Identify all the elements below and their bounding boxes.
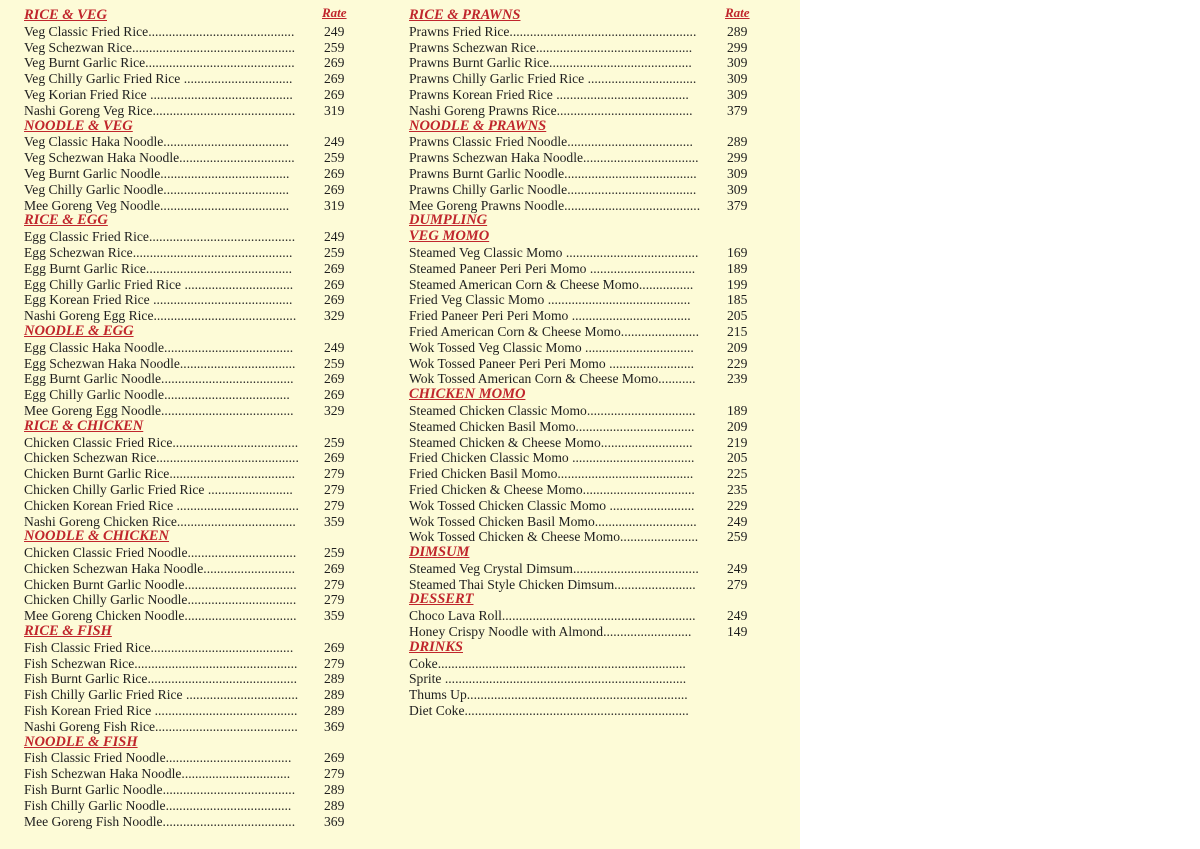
menu-item-name: Prawns Classic Fried Noodle.....................................	[409, 134, 693, 150]
menu-item-price: 269	[324, 55, 345, 71]
menu-item	[409, 166, 753, 182]
menu-item	[409, 134, 753, 150]
menu-item-name: Chicken Schezwan Haka Noodle...........................	[24, 560, 296, 576]
menu-item-name: Prawns Schezwan Haka Noodle..................................	[409, 150, 699, 166]
menu-item-price: 279	[727, 576, 748, 592]
menu-item-price: 309	[727, 86, 748, 102]
menu-item-name: Fish Classic Fried Rice..........................................	[24, 639, 294, 655]
menu-item-price: 259	[324, 434, 345, 450]
menu-item	[24, 782, 350, 798]
menu-sections	[409, 8, 753, 719]
menu-item-name: Egg Korean Fried Rice .........................................	[24, 292, 293, 308]
menu-item	[409, 608, 753, 624]
menu-item-name: Choco Lava Roll.........................................................	[409, 608, 696, 624]
menu-item-name: Steamed Chicken & Cheese Momo...........................	[409, 434, 693, 450]
menu-item	[24, 466, 350, 482]
menu-item-name: Chicken Burnt Garlic Noodle.................................	[24, 576, 297, 592]
menu-item-name: Steamed Paneer Peri Peri Momo ...............................	[409, 260, 696, 276]
menu-item	[24, 277, 350, 293]
menu-item-name: Wok Tossed Chicken & Cheese Momo.......................	[409, 529, 699, 545]
menu-item-price: 329	[324, 402, 345, 418]
menu-item-name: Prawns Chilly Garlic Fried Rice ................................	[409, 71, 697, 87]
menu-item	[24, 498, 350, 514]
menu-item-price: 319	[324, 197, 345, 213]
menu-item-name: Prawns Fried Rice.......................................................	[409, 23, 697, 39]
menu-item-name: Fish Schezwan Rice................................................	[24, 655, 298, 671]
menu-item	[24, 292, 350, 308]
section-title: NOODLE & EGG	[24, 322, 134, 339]
menu-item	[24, 166, 350, 182]
menu-item-price: 279	[324, 592, 345, 608]
menu-item	[24, 687, 350, 703]
menu-item-name: Prawns Burnt Garlic Noodle.......................................	[409, 165, 697, 181]
menu-item-name: Steamed American Corn & Cheese Momo................	[409, 276, 694, 292]
menu-item	[24, 40, 350, 56]
menu-item-name: Wok Tossed Paneer Peri Peri Momo .........................	[409, 355, 695, 371]
menu-item-price: 225	[727, 466, 748, 482]
menu-item	[24, 608, 350, 624]
menu-item	[409, 198, 753, 214]
menu-item-name: Veg Classic Fried Rice...........................................	[24, 23, 295, 39]
menu-item-name: Mee Goreng Prawns Noodle........................................	[409, 197, 701, 213]
menu-item	[409, 687, 753, 703]
menu-item-name: Steamed Veg Crystal Dimsum.....................................	[409, 560, 699, 576]
menu-item	[24, 640, 350, 656]
menu-item-name: Nashi Goreng Prawns Rice........................................	[409, 102, 693, 118]
menu-item-name: Nashi Goreng Veg Rice..........................................	[24, 102, 296, 118]
menu-item-name: Egg Classic Fried Rice...........................................	[24, 229, 296, 245]
menu-item-price: 189	[727, 402, 748, 418]
menu-item-price: 279	[324, 497, 345, 513]
menu-item	[24, 545, 350, 561]
menu-item-name: Mee Goreng Egg Noodle.......................................	[24, 402, 294, 418]
menu-item	[409, 261, 753, 277]
menu-item-price: 189	[727, 260, 748, 276]
menu-item	[409, 87, 753, 103]
menu-item-name: Prawns Schezwan Rice..............................................	[409, 39, 693, 55]
menu-item	[24, 103, 350, 119]
menu-item-name: Steamed Veg Classic Momo .......................................	[409, 244, 699, 260]
menu-item-name: Egg Schezwan Rice...............................................	[24, 244, 293, 260]
section-title: NOODLE & PRAWNS	[409, 117, 547, 134]
menu-item-name: Nashi Goreng Chicken Rice...................................	[24, 513, 296, 529]
menu-item	[409, 403, 753, 419]
menu-item-price: 309	[727, 181, 748, 197]
menu-item-name: Veg Chilly Garlic Noodle.....................................	[24, 181, 290, 197]
section-title: RICE & PRAWNS	[409, 7, 521, 23]
menu-item	[24, 656, 350, 672]
menu-item-price: 205	[727, 450, 748, 466]
menu-item	[24, 671, 350, 687]
menu-item	[24, 71, 350, 87]
menu-item-name: Egg Burnt Garlic Rice...........................................	[24, 260, 293, 276]
menu-item	[24, 261, 350, 277]
menu-item-name: Steamed Chicken Basil Momo...................................	[409, 418, 695, 434]
menu-item	[409, 324, 753, 340]
menu-item-price: 269	[324, 260, 345, 276]
menu-sections	[24, 8, 350, 829]
menu-item	[24, 387, 350, 403]
menu-item-name: Steamed Thai Style Chicken Dimsum........................	[409, 576, 696, 592]
menu-item-price: 215	[727, 323, 748, 339]
menu-item	[24, 577, 350, 593]
menu-item-name: Prawns Burnt Garlic Rice..........................................	[409, 55, 692, 71]
menu-item-price: 149	[727, 624, 748, 640]
section-title: DUMPLING	[409, 212, 488, 229]
menu-item	[24, 150, 350, 166]
menu-item	[24, 798, 350, 814]
menu-item-price: 269	[324, 292, 345, 308]
menu-item-price: 359	[324, 513, 345, 529]
menu-item-name: Egg Burnt Garlic Noodle.......................................	[24, 371, 294, 387]
menu-item-name: Chicken Chilly Garlic Fried Rice .........................	[24, 481, 293, 497]
menu-item-name: Coke.........................................................................	[409, 655, 686, 671]
menu-item-name: Nashi Goreng Egg Rice..........................................	[24, 308, 297, 324]
menu-item-name: Fried Chicken Classic Momo ....................................	[409, 450, 695, 466]
menu-item	[409, 71, 753, 87]
menu-item-price: 379	[727, 197, 748, 213]
menu-item-price: 289	[727, 23, 748, 39]
menu-item-price: 269	[324, 387, 345, 403]
menu-item-price: 209	[727, 339, 748, 355]
menu-item-price: 329	[324, 308, 345, 324]
menu-item-price: 289	[324, 687, 345, 703]
menu-item-name: Fish Burnt Garlic Noodle.......................................	[24, 782, 296, 798]
menu-item-price: 369	[324, 813, 345, 829]
menu-item-name: Prawns Korean Fried Rice .......................................	[409, 86, 689, 102]
menu-item-price: 249	[324, 339, 345, 355]
menu-item-price: 269	[324, 750, 345, 766]
section-title: NOODLE & CHICKEN	[24, 528, 170, 545]
menu-item	[409, 482, 753, 498]
menu-item	[24, 750, 350, 766]
menu-item-name: Wok Tossed Chicken Classic Momo .........................	[409, 497, 695, 513]
menu-item-name: Veg Schezwan Rice................................................	[24, 39, 296, 55]
section-title: RICE & FISH	[24, 623, 112, 640]
menu-item	[24, 814, 350, 830]
menu-item	[409, 624, 753, 640]
menu-item-name: Veg Korian Fried Rice ..........................................	[24, 86, 293, 102]
menu-item	[409, 24, 753, 40]
menu-item	[24, 182, 350, 198]
menu-item-price: 269	[324, 450, 345, 466]
menu-item	[24, 198, 350, 214]
menu-item-name: Chicken Classic Fried Noodle................................	[24, 545, 297, 561]
menu-item	[409, 529, 753, 545]
menu-item	[409, 182, 753, 198]
menu-item	[409, 498, 753, 514]
menu-item-name: Fish Classic Fried Noodle.....................................	[24, 750, 292, 766]
menu-item	[409, 340, 753, 356]
menu-item-name: Veg Classic Haka Noodle.....................................	[24, 134, 290, 150]
rate-header: Rate	[322, 5, 347, 20]
menu-item-price: 359	[324, 608, 345, 624]
menu-item-price: 229	[727, 497, 748, 513]
menu-item	[24, 403, 350, 419]
menu-item	[24, 229, 350, 245]
menu-item-name: Chicken Classic Fried Rice.....................................	[24, 434, 299, 450]
menu-item	[24, 482, 350, 498]
menu-item	[409, 656, 753, 672]
menu-item-name: Egg Chilly Garlic Fried Rice ................................	[24, 276, 294, 292]
menu-item-name: Veg Burnt Garlic Noodle......................................	[24, 165, 290, 181]
menu-item-price: 259	[727, 529, 748, 545]
menu-item-name: Fish Burnt Garlic Rice............................................	[24, 671, 297, 687]
rate-header: Rate	[725, 5, 750, 20]
menu-item-name: Fried Chicken Basil Momo........................................	[409, 466, 694, 482]
menu-item-name: Honey Crispy Noodle with Almond..........................	[409, 624, 692, 640]
menu-item-price: 299	[727, 150, 748, 166]
menu-item-price: 279	[324, 655, 345, 671]
menu-item-price: 269	[324, 276, 345, 292]
menu-item	[24, 371, 350, 387]
menu-item-price: 169	[727, 244, 748, 260]
menu-item-price: 299	[727, 39, 748, 55]
menu-item-name: Wok Tossed Veg Classic Momo ................................	[409, 339, 694, 355]
menu-item	[409, 419, 753, 435]
menu-item	[24, 592, 350, 608]
menu-item	[409, 245, 753, 261]
menu-item	[24, 719, 350, 735]
menu-item-price: 249	[727, 513, 748, 529]
menu-item-price: 279	[324, 466, 345, 482]
menu-item-price: 199	[727, 276, 748, 292]
section-title: NOODLE & FISH	[24, 733, 138, 750]
section-title: DESSERT	[409, 591, 474, 608]
menu-item-name: Fried Veg Classic Momo ..........................................	[409, 292, 691, 308]
menu-item	[409, 40, 753, 56]
menu-item-price: 319	[324, 102, 345, 118]
menu-item-price: 379	[727, 102, 748, 118]
menu-item-price: 259	[324, 355, 345, 371]
menu-item-name: Egg Classic Haka Noodle......................................	[24, 339, 294, 355]
menu-item-name: Fish Chilly Garlic Fried Rice .................................	[24, 687, 299, 703]
menu-item	[24, 435, 350, 451]
menu-item	[409, 371, 753, 387]
menu-item	[409, 435, 753, 451]
menu-item	[409, 514, 753, 530]
menu-item-price: 249	[727, 560, 748, 576]
menu-item-name: Chicken Chilly Garlic Noodle................................	[24, 592, 297, 608]
menu-item-price: 259	[324, 39, 345, 55]
menu-item-name: Veg Schezwan Haka Noodle..................................	[24, 150, 295, 166]
menu-item	[24, 561, 350, 577]
menu-item	[24, 450, 350, 466]
menu-item-price: 259	[324, 150, 345, 166]
menu-item-price: 269	[324, 165, 345, 181]
menu-item	[409, 466, 753, 482]
menu-item-price: 269	[324, 371, 345, 387]
menu-item-price: 239	[727, 371, 748, 387]
section-title: DRINKS	[409, 638, 463, 655]
menu-item-name: Chicken Schezwan Rice..........................................	[24, 450, 299, 466]
menu-item-name: Fish Chilly Garlic Noodle.....................................	[24, 797, 292, 813]
menu-item-name: Veg Chilly Garlic Fried Rice ................................	[24, 71, 293, 87]
menu-item	[409, 55, 753, 71]
menu-item-name: Fried Chicken & Cheese Momo.................................	[409, 481, 695, 497]
menu-item-name: Prawns Chilly Garlic Noodle......................................	[409, 181, 697, 197]
menu-item	[24, 308, 350, 324]
menu-item	[409, 577, 753, 593]
menu-item-price: 289	[324, 782, 345, 798]
section-title: RICE & EGG	[24, 212, 108, 229]
menu-item	[24, 24, 350, 40]
menu-item-price: 289	[324, 797, 345, 813]
menu-item-price: 205	[727, 308, 748, 324]
section-title: VEG MOMO	[409, 228, 490, 245]
menu-item	[24, 766, 350, 782]
menu-item	[24, 134, 350, 150]
menu-item	[409, 561, 753, 577]
menu-item-price: 269	[324, 560, 345, 576]
menu-item-price: 249	[324, 134, 345, 150]
menu-item-name: Chicken Korean Fried Rice ....................................	[24, 497, 299, 513]
menu-item-name: Diet Coke..................................................................	[409, 703, 689, 719]
menu-item-price: 279	[324, 481, 345, 497]
menu-item-price: 259	[324, 244, 345, 260]
menu-item	[24, 245, 350, 261]
menu-item	[409, 703, 753, 719]
menu-item-price: 185	[727, 292, 748, 308]
menu-item	[409, 308, 753, 324]
menu-item-name: Fish Korean Fried Rice ..........................................	[24, 703, 298, 719]
menu-item	[409, 671, 753, 687]
menu-item-price: 269	[324, 86, 345, 102]
menu-item	[409, 150, 753, 166]
menu-item-name: Egg Chilly Garlic Noodle.....................................	[24, 387, 290, 403]
menu-item	[24, 340, 350, 356]
menu-item-name: Thums Up.................................................................	[409, 687, 688, 703]
menu-item-price: 309	[727, 165, 748, 181]
menu-item-price: 269	[324, 639, 345, 655]
menu-item-price: 269	[324, 181, 345, 197]
menu-item-name: Fish Schezwan Haka Noodle................................	[24, 766, 291, 782]
menu-item-name: Mee Goreng Fish Noodle.......................................	[24, 813, 296, 829]
menu-item-price: 289	[324, 703, 345, 719]
menu-item	[409, 277, 753, 293]
menu-item-price: 229	[727, 355, 748, 371]
menu-item-price: 249	[324, 229, 345, 245]
menu-item-name: Fried Paneer Peri Peri Momo ...................................	[409, 308, 691, 324]
menu-item-name: Egg Schezwan Haka Noodle..................................	[24, 355, 296, 371]
menu-item-price: 269	[324, 71, 345, 87]
menu-item	[24, 514, 350, 530]
menu-item-name: Veg Burnt Garlic Rice............................................	[24, 55, 295, 71]
menu-item-name: Mee Goreng Veg Noodle......................................	[24, 197, 290, 213]
section-title: RICE & VEG	[24, 7, 107, 23]
menu-item-name: Wok Tossed Chicken Basil Momo..............................	[409, 513, 697, 529]
menu-item-name: Fried American Corn & Cheese Momo.......................	[409, 323, 699, 339]
menu-item-name: Steamed Chicken Classic Momo................................	[409, 402, 696, 418]
menu-item-price: 219	[727, 434, 748, 450]
menu-item-name: Sprite .......................................................................	[409, 671, 687, 687]
section-title: CHICKEN MOMO	[409, 386, 526, 403]
menu-item-price: 249	[324, 23, 345, 39]
section-title: NOODLE & VEG	[24, 117, 133, 134]
menu-item-price: 289	[727, 134, 748, 150]
menu-item-price: 249	[727, 608, 748, 624]
menu-item	[24, 703, 350, 719]
section-title: RICE & CHICKEN	[24, 417, 144, 434]
menu-item	[409, 292, 753, 308]
menu-item	[409, 450, 753, 466]
menu-item-price: 279	[324, 766, 345, 782]
menu-item	[24, 55, 350, 71]
menu-item-price: 279	[324, 576, 345, 592]
menu-item-price: 309	[727, 55, 748, 71]
menu-item-name: Mee Goreng Chicken Noodle.................................	[24, 608, 297, 624]
menu-item	[24, 87, 350, 103]
menu-item-price: 289	[324, 671, 345, 687]
menu-item	[409, 103, 753, 119]
menu-item-price: 209	[727, 418, 748, 434]
menu-item-name: Chicken Burnt Garlic Rice.....................................	[24, 466, 296, 482]
menu-item-price: 235	[727, 481, 748, 497]
menu-item-price: 369	[324, 718, 345, 734]
menu-item	[409, 356, 753, 372]
menu-item-price: 259	[324, 545, 345, 561]
section-title: DIMSUM	[409, 544, 470, 561]
menu-item-price: 309	[727, 71, 748, 87]
menu-item-name: Wok Tossed American Corn & Cheese Momo...........	[409, 371, 696, 387]
menu-item	[24, 356, 350, 372]
menu-item-name: Nashi Goreng Fish Rice..........................................	[24, 718, 298, 734]
